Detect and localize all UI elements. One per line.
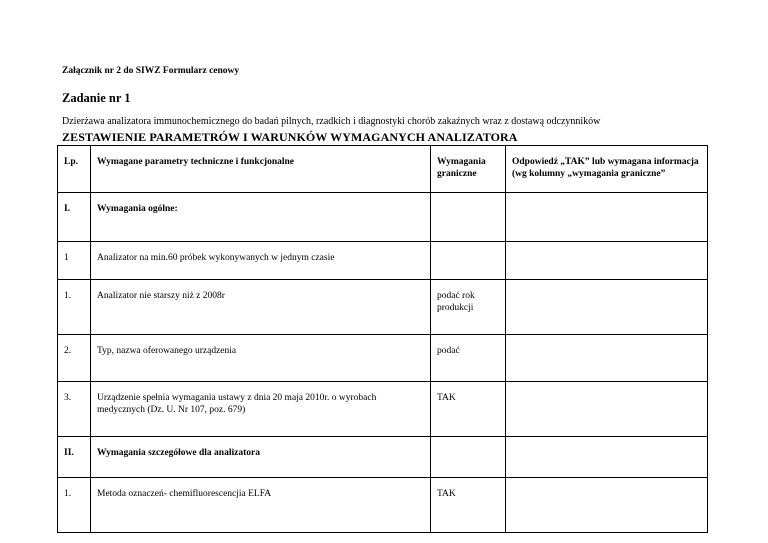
row-parameter: Urządzenie spełnia wymagania ustawy z dnia 20 maja 2010r. o wyrobach medycznych (Dz. U. Nr 107, poz. 679)	[91, 382, 431, 437]
row-parameter: Typ, nazwa oferowanego urządzenia	[91, 335, 431, 382]
row-parameter: Analizator nie starszy niż z 2008r	[91, 280, 431, 335]
row-lp: 2.	[58, 335, 91, 382]
row-lp: I.	[58, 193, 91, 242]
header-limits: Wymagania graniczne	[431, 146, 506, 193]
row-answer-cell[interactable]	[506, 193, 708, 242]
row-parameter: Analizator na min.60 próbek wykonywanych w jednym czasie	[91, 242, 431, 280]
row-answer-cell[interactable]	[506, 478, 708, 533]
row-parameter: Wymagania szczegółowe dla analizatora	[91, 437, 431, 478]
parameters-table	[57, 145, 708, 533]
header-answer: Odpowiedź „TAK” lub wymagana informacja (wg kolumny „wymagania graniczne”	[506, 146, 708, 193]
row-lp: 1.	[58, 280, 91, 335]
table-row	[58, 242, 708, 280]
table-header-row	[58, 146, 708, 193]
section-heading: ZESTAWIENIE PARAMETRÓW I WARUNKÓW WYMAGANYCH ANALIZATORA	[62, 130, 518, 144]
row-answer-cell[interactable]	[506, 437, 708, 478]
row-answer-cell[interactable]	[506, 335, 708, 382]
header-lp: Lp.	[58, 146, 91, 193]
row-lp: 1.	[58, 478, 91, 533]
row-parameter: Metoda oznaczeń- chemifluorescencjia ELFA	[91, 478, 431, 533]
attachment-title: Załącznik nr 2 do SIWZ Formularz cenowy	[62, 66, 240, 76]
row-lp: 1	[58, 242, 91, 280]
row-lp: 3.	[58, 382, 91, 437]
table-row	[58, 478, 708, 533]
table-row	[58, 382, 708, 437]
row-limit: TAK	[431, 382, 506, 437]
row-limit	[431, 242, 506, 280]
task-title: Zadanie nr 1	[62, 91, 131, 105]
row-answer-cell[interactable]	[506, 382, 708, 437]
row-limit: podać rok produkcji	[431, 280, 506, 335]
row-limit: TAK	[431, 478, 506, 533]
row-answer-cell[interactable]	[506, 280, 708, 335]
row-lp: II.	[58, 437, 91, 478]
task-description: Dzierżawa analizatora immunochemicznego do badań pilnych, rzadkich i diagnostyki chorób zakaźnych wraz z dostawą odczynników	[62, 116, 601, 127]
table-row	[58, 280, 708, 335]
row-limit	[431, 193, 506, 242]
row-answer-cell[interactable]	[506, 242, 708, 280]
header-parameters: Wymagane parametry techniczne i funkcjonalne	[91, 146, 431, 193]
table-row	[58, 193, 708, 242]
table-row	[58, 437, 708, 478]
row-parameter: Wymagania ogólne:	[91, 193, 431, 242]
table-row	[58, 335, 708, 382]
row-limit: podać	[431, 335, 506, 382]
row-limit	[431, 437, 506, 478]
